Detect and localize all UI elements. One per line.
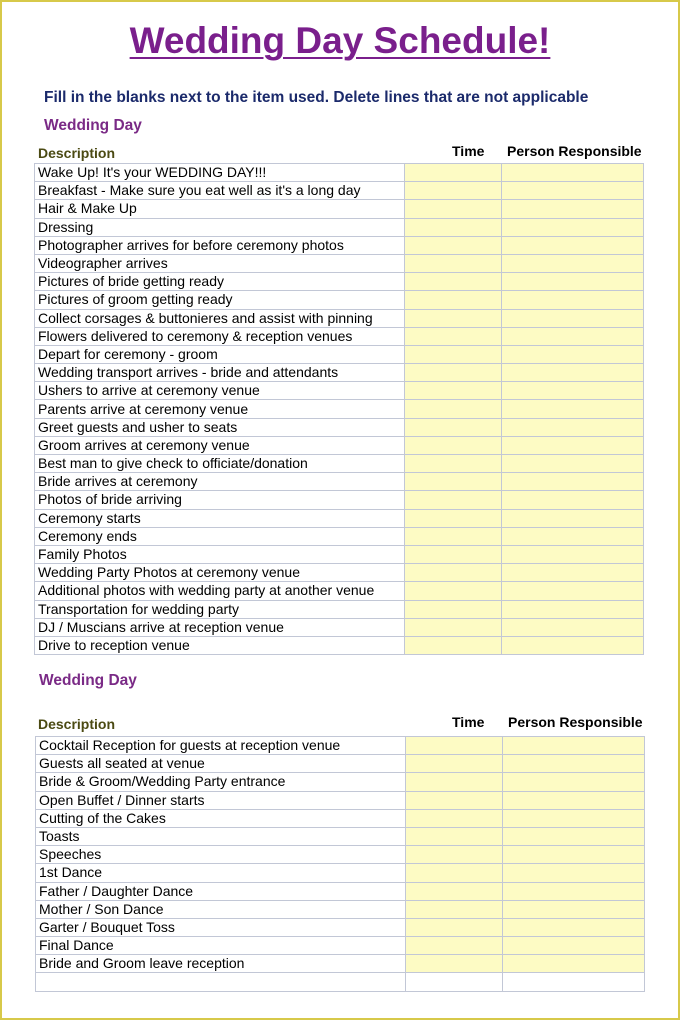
person-responsible-field[interactable] (502, 455, 644, 473)
time-field[interactable] (405, 600, 502, 618)
schedule-row (35, 164, 644, 182)
person-responsible-field[interactable] (502, 309, 644, 327)
row-description: Greet guests and usher to seats (35, 418, 405, 436)
schedule-row (36, 955, 645, 973)
schedule-row (35, 618, 644, 636)
person-responsible-field[interactable] (502, 236, 644, 254)
schedule-row (35, 327, 644, 345)
section-title-2: Wedding Day (39, 672, 137, 689)
person-responsible-field[interactable] (503, 737, 645, 755)
schedule-row (35, 309, 644, 327)
person-responsible-field[interactable] (502, 436, 644, 454)
row-description: Toasts (36, 827, 406, 845)
time-field[interactable] (405, 309, 502, 327)
time-field[interactable] (405, 473, 502, 491)
schedule-row (36, 755, 645, 773)
time-field[interactable] (405, 345, 502, 363)
page-title-wrap (0, 20, 680, 62)
row-description: Ceremony starts (35, 509, 405, 527)
row-description: Open Buffet / Dinner starts (36, 791, 406, 809)
section-title-1: Wedding Day (44, 117, 142, 134)
person-responsible-field[interactable] (503, 755, 645, 773)
row-description: Groom arrives at ceremony venue (35, 436, 405, 454)
row-description: Wake Up! It's your WEDDING DAY!!! (35, 164, 405, 182)
time-field[interactable] (406, 755, 503, 773)
row-description: Best man to give check to officiate/donation (35, 455, 405, 473)
person-responsible-field[interactable] (503, 864, 645, 882)
column-header-time-2: Time (452, 714, 485, 730)
time-field[interactable] (405, 509, 502, 527)
row-description: Flowers delivered to ceremony & reception venues (35, 327, 405, 345)
time-field[interactable] (405, 236, 502, 254)
time-field[interactable] (405, 200, 502, 218)
person-responsible-field[interactable] (502, 291, 644, 309)
person-responsible-field[interactable] (502, 364, 644, 382)
time-field[interactable] (405, 327, 502, 345)
person-responsible-field[interactable] (502, 564, 644, 582)
page-title: Wedding Day Schedule! (129, 20, 551, 61)
row-description: Mother / Son Dance (36, 900, 406, 918)
schedule-row (35, 254, 644, 272)
row-description: Bride & Groom/Wedding Party entrance (36, 773, 406, 791)
schedule-row (35, 436, 644, 454)
time-field[interactable] (406, 900, 503, 918)
column-header-person-2: Person Responsible (508, 714, 643, 730)
person-responsible-field[interactable] (502, 400, 644, 418)
schedule-table-2 (35, 736, 645, 992)
schedule-row (36, 973, 645, 991)
row-description: DJ / Muscians arrive at reception venue (35, 618, 405, 636)
schedule-row (36, 773, 645, 791)
person-responsible-field[interactable] (502, 491, 644, 509)
time-field[interactable] (405, 164, 502, 182)
time-field[interactable] (406, 809, 503, 827)
row-description: Speeches (36, 846, 406, 864)
time-field[interactable] (406, 882, 503, 900)
time-field[interactable] (405, 582, 502, 600)
person-responsible-field[interactable] (502, 218, 644, 236)
column-header-description-2: Description (38, 716, 116, 732)
schedule-row (35, 582, 644, 600)
row-description: Additional photos with wedding party at another venue (35, 582, 405, 600)
schedule-table-1 (34, 163, 644, 655)
time-field[interactable] (406, 973, 503, 991)
row-description: Father / Daughter Dance (36, 882, 406, 900)
time-field[interactable] (406, 937, 503, 955)
time-field[interactable] (405, 254, 502, 272)
row-description: Parents arrive at ceremony venue (35, 400, 405, 418)
person-responsible-field[interactable] (503, 773, 645, 791)
person-responsible-field[interactable] (502, 600, 644, 618)
time-field[interactable] (405, 182, 502, 200)
person-responsible-field[interactable] (502, 473, 644, 491)
time-field[interactable] (405, 527, 502, 545)
row-description: Pictures of groom getting ready (35, 291, 405, 309)
row-description: Photographer arrives for before ceremony photos (35, 236, 405, 254)
person-responsible-field[interactable] (502, 254, 644, 272)
person-responsible-field[interactable] (502, 182, 644, 200)
schedule-row (36, 900, 645, 918)
time-field[interactable] (405, 564, 502, 582)
schedule-row (36, 809, 645, 827)
schedule-row (35, 182, 644, 200)
row-description: Transportation for wedding party (35, 600, 405, 618)
person-responsible-field[interactable] (503, 900, 645, 918)
row-description: Ceremony ends (35, 527, 405, 545)
schedule-row (35, 345, 644, 363)
person-responsible-field[interactable] (502, 545, 644, 563)
person-responsible-field[interactable] (503, 809, 645, 827)
time-field[interactable] (406, 827, 503, 845)
time-field[interactable] (405, 364, 502, 382)
time-field[interactable] (406, 955, 503, 973)
time-field[interactable] (405, 418, 502, 436)
row-description: Breakfast - Make sure you eat well as it's a long day (35, 182, 405, 200)
instructions-text: Fill in the blanks next to the item used. Delete lines that are not applicable (44, 89, 589, 106)
person-responsible-field[interactable] (502, 509, 644, 527)
person-responsible-field[interactable] (502, 327, 644, 345)
row-description: Guests all seated at venue (36, 755, 406, 773)
time-field[interactable] (405, 545, 502, 563)
person-responsible-field[interactable] (502, 345, 644, 363)
row-description: Ushers to arrive at ceremony venue (35, 382, 405, 400)
person-responsible-field[interactable] (502, 164, 644, 182)
row-description: Pictures of bride getting ready (35, 273, 405, 291)
row-description: Bride arrives at ceremony (35, 473, 405, 491)
schedule-row (35, 218, 644, 236)
row-description: Family Photos (35, 545, 405, 563)
time-field[interactable] (405, 382, 502, 400)
row-description: Bride and Groom leave reception (36, 955, 406, 973)
person-responsible-field[interactable] (502, 618, 644, 636)
schedule-row (35, 400, 644, 418)
person-responsible-field[interactable] (502, 382, 644, 400)
schedule-row (35, 527, 644, 545)
time-field[interactable] (406, 918, 503, 936)
row-description: Wedding transport arrives - bride and attendants (35, 364, 405, 382)
schedule-row (36, 827, 645, 845)
schedule-row (35, 236, 644, 254)
person-responsible-field[interactable] (503, 973, 645, 991)
time-field[interactable] (406, 737, 503, 755)
schedule-row (35, 491, 644, 509)
row-description: Dressing (35, 218, 405, 236)
time-field[interactable] (405, 291, 502, 309)
row-description: Drive to reception venue (35, 636, 405, 654)
time-field[interactable] (405, 455, 502, 473)
time-field[interactable] (405, 491, 502, 509)
person-responsible-field[interactable] (502, 273, 644, 291)
schedule-row (35, 473, 644, 491)
time-field[interactable] (406, 864, 503, 882)
schedule-row (35, 200, 644, 218)
person-responsible-field[interactable] (503, 937, 645, 955)
schedule-row (36, 864, 645, 882)
time-field[interactable] (405, 273, 502, 291)
person-responsible-field[interactable] (502, 200, 644, 218)
schedule-row (35, 418, 644, 436)
row-description (36, 973, 406, 991)
schedule-row (35, 273, 644, 291)
schedule-row (36, 882, 645, 900)
person-responsible-field[interactable] (502, 582, 644, 600)
time-field[interactable] (406, 791, 503, 809)
row-description: Garter / Bouquet Toss (36, 918, 406, 936)
time-field[interactable] (405, 436, 502, 454)
person-responsible-field[interactable] (503, 791, 645, 809)
person-responsible-field[interactable] (503, 846, 645, 864)
row-description: Wedding Party Photos at ceremony venue (35, 564, 405, 582)
column-header-description-1: Description (38, 145, 116, 161)
time-field[interactable] (405, 400, 502, 418)
schedule-row (35, 564, 644, 582)
time-field[interactable] (405, 218, 502, 236)
schedule-row (35, 382, 644, 400)
row-description: Videographer arrives (35, 254, 405, 272)
person-responsible-field[interactable] (503, 955, 645, 973)
schedule-row (35, 636, 644, 654)
schedule-row (36, 791, 645, 809)
person-responsible-field[interactable] (503, 827, 645, 845)
time-field[interactable] (405, 636, 502, 654)
schedule-row (35, 455, 644, 473)
row-description: Cocktail Reception for guests at reception venue (36, 737, 406, 755)
row-description: Final Dance (36, 937, 406, 955)
schedule-row (35, 600, 644, 618)
schedule-row (35, 291, 644, 309)
person-responsible-field[interactable] (502, 636, 644, 654)
schedule-row (36, 937, 645, 955)
row-description: Photos of bride arriving (35, 491, 405, 509)
schedule-row (35, 545, 644, 563)
row-description: Cutting of the Cakes (36, 809, 406, 827)
person-responsible-field[interactable] (503, 882, 645, 900)
schedule-row (36, 918, 645, 936)
time-field[interactable] (406, 846, 503, 864)
person-responsible-field[interactable] (502, 418, 644, 436)
column-header-time-1: Time (452, 143, 485, 159)
row-description: Hair & Make Up (35, 200, 405, 218)
person-responsible-field[interactable] (502, 527, 644, 545)
row-description: Collect corsages & buttonieres and assist with pinning (35, 309, 405, 327)
time-field[interactable] (406, 773, 503, 791)
row-description: Depart for ceremony - groom (35, 345, 405, 363)
column-header-person-1: Person Responsible (507, 143, 642, 159)
schedule-row (36, 737, 645, 755)
row-description: 1st Dance (36, 864, 406, 882)
schedule-row (35, 364, 644, 382)
schedule-row (36, 846, 645, 864)
time-field[interactable] (405, 618, 502, 636)
schedule-row (35, 509, 644, 527)
person-responsible-field[interactable] (503, 918, 645, 936)
